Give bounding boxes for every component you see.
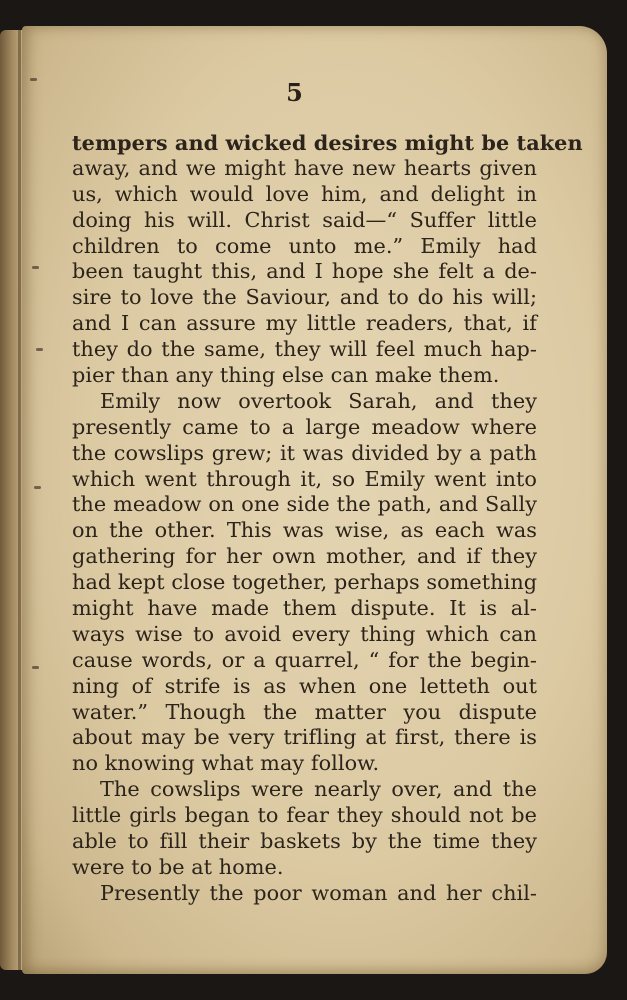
text-line: Emily now overtook Sarah, and they (100, 388, 537, 413)
text-line: Presently the poor woman and her chil- (100, 880, 537, 905)
text-line: tempers and wicked desires might be taken (72, 130, 583, 155)
text-line: no knowing what may follow. (72, 751, 380, 776)
text-line: they do the same, they will feel much hap- (72, 337, 537, 362)
text-line: and I can assure my little readers, that, if (72, 311, 537, 336)
book-page (22, 26, 607, 974)
text-line: sire to love the Saviour, and to do his will; (72, 285, 537, 310)
text-line: on the other. This was wise, as each was (72, 518, 537, 543)
text-line: water.” Though the matter you dispute (72, 699, 537, 724)
text-line: been taught this, and I hope she felt a de- (72, 259, 537, 284)
text-line: The cowslips were nearly over, and the (100, 777, 537, 802)
margin-speck (32, 666, 39, 669)
text-line: away, and we might have new hearts given (72, 155, 537, 180)
text-line: doing his will. Christ said—“ Suffer little (72, 207, 537, 232)
margin-speck (36, 348, 43, 351)
text-line: about may be very trifling at first, there is (72, 725, 537, 750)
spine-edge (18, 30, 21, 970)
text-line: had kept close together, perhaps something (72, 570, 538, 595)
page-number: 5 (286, 78, 303, 107)
text-line: gathering for her own mother, and if they (72, 544, 537, 569)
text-line: cause words, or a quarrel, “ for the begin- (72, 647, 537, 672)
text-line: able to fill their baskets by the time they (72, 829, 537, 854)
text-line: were to be at home. (72, 854, 284, 879)
text-line: us, which would love him, and delight in (72, 181, 537, 206)
text-line: the cowslips grew; it was divided by a path (72, 440, 537, 465)
text-line: presently came to a large meadow where (72, 414, 537, 439)
text-line: ning of strife is as when one letteth out (72, 673, 537, 698)
text-line: pier than any thing else can make them. (72, 363, 500, 388)
margin-speck (30, 78, 37, 81)
text-line: the meadow on one side the path, and Sally (72, 492, 537, 517)
text-line: little girls began to fear they should not be (72, 803, 537, 828)
margin-speck (34, 486, 41, 489)
text-line: ways wise to avoid every thing which can (72, 621, 537, 646)
text-line: which went through it, so Emily went into (72, 466, 537, 491)
margin-speck (32, 266, 39, 269)
page-body-text (72, 130, 583, 907)
text-line: children to come unto me.” Emily had (72, 233, 537, 258)
text-line: might have made them dispute. It is al- (72, 596, 537, 621)
